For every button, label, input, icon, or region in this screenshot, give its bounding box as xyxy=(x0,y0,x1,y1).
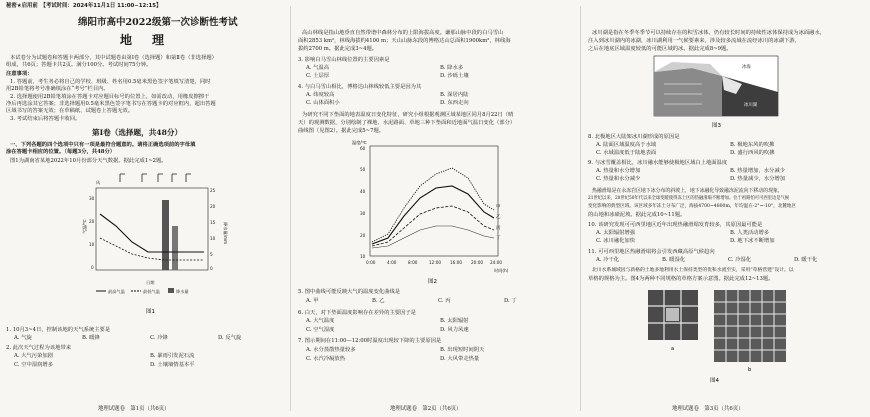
passage-3-line-3: 曲线图（见图2）。据此完成5~7题。 xyxy=(298,128,385,134)
y-right-tick: 10 xyxy=(210,236,216,241)
q3-option-a: A. 气温高 xyxy=(306,65,330,71)
q8-option-d: D. 盛行西风的吹拂 xyxy=(730,150,775,156)
q7-option-a: A. 水分蒸散热量较多 xyxy=(306,347,356,353)
q9-option-a: A. 热量和水分增加 xyxy=(596,168,641,174)
q2-option-b: B. 暴雨引发泥石流 xyxy=(150,353,195,359)
y-left-tick: 20 xyxy=(89,219,95,224)
q8: 8. 北极地区大陆架冰川湖形成的原因是 xyxy=(588,134,680,140)
y-tick: 30 xyxy=(360,211,366,216)
q11-option-c: C. 冷湿化 xyxy=(728,257,752,263)
q7-option-c: C. 水汽冷凝放热 xyxy=(306,356,346,362)
y-right-tick: 15 xyxy=(210,220,216,225)
x-tick: 4:00 xyxy=(387,260,397,265)
q2-option-a: A. 大气污染加剧 xyxy=(14,353,53,359)
q4-option-c: C. 山体面积小 xyxy=(306,100,340,106)
x-axis-label: 日期 xyxy=(146,280,155,285)
q6: 6. 白天，对下垫面温度影响存在差异的主要因子是 xyxy=(298,310,416,316)
q5-option-c: C. 丙 xyxy=(438,298,451,304)
exam-header: 秘密★启用前 【考试时间：2024年11月1日 11:00−12:15】 xyxy=(6,3,162,9)
intro-line-2: 组成，共6页；答题卡共2页。满分100分。考试时间75分钟。 xyxy=(6,62,152,68)
passage-4-line-2: 注入到冰川湖内的冰湖，冰川湖利用一气候要素来，涉及较多流域在流经冰川的冰湖下游， xyxy=(588,38,800,44)
label-a: a xyxy=(671,346,675,352)
passage-2-line-1: 高山林线是指山地垂直自然带谱中森林分布的上限海拔高度。谦那山脉中段的白马雪山 xyxy=(302,30,504,36)
q7: 7. 图示期间在11:00—12:00时温度出现较下降的主要原因是 xyxy=(298,338,442,344)
x-tick: 8:00 xyxy=(408,260,418,265)
passage-5-line-3: 变化影响的典型区域。该区域多年冻土分布广泛，海拔4700~4800m，年均温在-2°~-10°，北麓地区 xyxy=(588,204,797,209)
figure-3-caption: 图3 xyxy=(712,123,721,129)
max-temp-line xyxy=(100,214,204,252)
passage-2-line-3: 拔约2700 m。据此完成3~4题。 xyxy=(298,46,378,52)
passage-3-line-1: 为研究不同下垫面的地表温度日变化特征，研究小组根据观测区域某地区同月8月22日（晴 xyxy=(302,112,514,118)
q9-option-d: D. 热量减少，水分增加 xyxy=(730,176,786,182)
wind-flag-icons xyxy=(120,174,191,182)
passage-6-line-1: 北川水系城域因与新格的土地多地利用水土保持类型的优和水流至实，采用“草格营建”设计。以 xyxy=(592,268,794,273)
passage-4-line-1: 冰川湖是指在冬季冬季节可以持续存在的积雪冰体，仍有较长时间的持续性冰体保持成为冰面融水， xyxy=(592,30,826,36)
q10-option-a: A. 太阳辐射增强 xyxy=(596,230,635,236)
passage-2-line-2: 面积2853 km²，林线海拔约4100 m；天山山脉东段的博格达山总面积1900km²，林线海 xyxy=(298,38,511,44)
y-left-tick: 10 xyxy=(89,242,95,247)
q11-option-a: A. 冷干化 xyxy=(596,257,620,263)
q4: 4. 与白马雪山相比，博格达山林线较低主要是因为其 xyxy=(298,84,422,90)
note-2a: 2. 选择题使用2B铅笔填涂在答题卡对应题目标号的位置上，如需改动，用橡皮擦擦干 xyxy=(10,94,210,100)
q5-option-b: B. 乙 xyxy=(372,298,385,304)
min-temp-line xyxy=(100,238,204,260)
figure-2-caption: 图2 xyxy=(428,279,437,285)
q4-option-a: A. 纬度较高 xyxy=(306,92,335,98)
grid-scheme-a xyxy=(648,290,698,340)
note-1a: 1. 答题前，考生务必将自己的学校、班级、姓名用0.5毫米黑色签字笔填写清楚，同时 xyxy=(10,79,211,85)
label-b: b xyxy=(748,367,752,373)
figure-1-weather-chart xyxy=(76,166,226,316)
y-tick: 40 xyxy=(360,189,366,194)
y-left-tick: 0 xyxy=(91,265,94,270)
ice-block xyxy=(654,68,722,116)
series-ding xyxy=(372,226,494,248)
figure-3-glacier-lake-diagram xyxy=(652,54,782,130)
q7-option-b: B. 出现短时间阴天 xyxy=(440,347,485,353)
passage-5-line-1: 热融滑塌是在永冻岩区地下冰分布的斜坡上，地下冰融化导致融冻泥流向下移动的现象， xyxy=(592,188,783,194)
note-2c: 区域书写的答案无效；在草稿纸、试题卷上答题无效。 xyxy=(6,108,134,114)
q3-option-b: B. 降水多 xyxy=(440,65,464,71)
legend-rain: 降水量 xyxy=(176,289,189,294)
series-label: 丁 xyxy=(496,236,501,241)
figure-1-caption: 图1 xyxy=(146,309,155,315)
q1-option-b: B. 暖锋 xyxy=(82,335,100,341)
q6-option-c: C. 空气湿度 xyxy=(306,327,335,333)
q10-option-b: B. 人类活动增多 xyxy=(730,230,770,236)
y-axis-label: 温度/℃ xyxy=(352,140,367,145)
y-right-tick: 5 xyxy=(210,252,213,257)
x-tick: 12:00 xyxy=(429,260,442,265)
series-label: 乙 xyxy=(496,215,501,220)
passage-6-line-2: 草格的规格为主。图4为两种不同规格的草格方案示意图。据此完成12~13题。 xyxy=(588,276,774,282)
y-tick: 60 xyxy=(360,146,366,151)
page-2-column xyxy=(290,0,580,417)
figure-4-grass-grid-schemes xyxy=(644,286,794,384)
x-tick: 20:00 xyxy=(471,260,484,265)
q1-option-a: A. 气旋 xyxy=(14,335,32,341)
q7-option-d: D. 大风带走热量 xyxy=(440,356,480,362)
part-note-1: 一、下列各题的四个选项中只有一项是最符合题意的。请将正确选项前的字母填 xyxy=(10,142,196,148)
q2: 2. 此次天气过程为该地带来 xyxy=(6,345,72,351)
q4-option-d: D. 东西走向 xyxy=(440,100,469,106)
q8-option-a: A. 陆面区域温度高于水域 xyxy=(596,142,657,148)
series-label: 甲 xyxy=(496,205,501,210)
q10-option-c: C. 冰川融化加快 xyxy=(596,238,636,244)
y-tick: 50 xyxy=(360,167,366,172)
page-1-footer: 地理试题卷 第1页（共6页） xyxy=(98,406,170,412)
q5-option-d: D. 丁 xyxy=(504,298,517,304)
figure-2-temperature-curves xyxy=(348,138,518,286)
intro-line-1: 本试卷分为试题卷和答题卡两部分，其中试题卷由第Ⅰ卷（选择题）和第Ⅱ卷（非选择题） xyxy=(10,55,217,61)
passage-5-line-2: 21世纪以来，20世纪50年代以来全球变暖使得冻土区的热融滑塌不断增加。位于祖路怕可可西里边是气候 xyxy=(588,196,790,201)
x-axis-label: 时间(h) xyxy=(494,268,509,273)
series-jia xyxy=(372,168,494,242)
q1-2-stem: 图1为湖南省某地2022年10月份部分天气数据。据此完成1~2题。 xyxy=(10,158,167,164)
x-tick: 0:00 xyxy=(366,260,376,265)
q11-option-b: B. 暖湿化 xyxy=(662,257,686,263)
legend-max-temp: 最高气温 xyxy=(108,289,125,294)
part-note-2: 涂在答题卡相应的位置。（每题3分，共48分） xyxy=(6,149,116,155)
q6-option-d: D. 风力风速 xyxy=(440,327,469,333)
q3: 3. 影响白马雪山林线位置的主要因素是 xyxy=(298,57,390,63)
y-left-label: 气温/℃ xyxy=(82,219,87,234)
q4-option-b: B. 深居内陆 xyxy=(440,92,469,98)
notes-title: 注意事项： xyxy=(6,71,33,77)
q1-option-d: D. 反气旋 xyxy=(218,335,242,341)
q6-option-b: B. 太阳辐射 xyxy=(440,318,469,324)
label-ice-sea: 冰海 xyxy=(742,65,751,70)
note-2b: 净后再选涂其它答案；非选择题用0.5毫米黑色签字笔书写在答题卡的对应框内，超出答题 xyxy=(6,101,216,107)
series-label: 丙 xyxy=(496,226,501,231)
passage-4-line-3: 之后在地底区域温度较低的可能区域的冰。据此完成8~9题。 xyxy=(588,46,732,52)
q11-option-d: D. 暖干化 xyxy=(794,257,818,263)
subject-title: 地 理 xyxy=(120,33,169,47)
q9: 9. 与冰雪覆盖相比，冰川融水能够使极地区域白上地面温度 xyxy=(588,160,728,166)
legend-wind-label: 风 xyxy=(96,180,100,185)
rain-bar xyxy=(172,226,178,270)
x-tick: 24:00 xyxy=(490,260,503,265)
figure-4-caption: 图4 xyxy=(710,378,719,384)
page-2-footer: 地理试题卷 第2页（共6页） xyxy=(390,406,462,412)
q8-option-c: C. 水域温度低于陆地表面 xyxy=(596,150,657,156)
page-3-column xyxy=(580,0,870,417)
q6-option-a: A. 大气温度 xyxy=(306,318,335,324)
q5-option-a: A. 甲 xyxy=(306,298,319,304)
y-right-tick: 20 xyxy=(210,204,216,209)
note-3: 3. 考试结束后将答题卡收回。 xyxy=(10,116,81,122)
q3-option-c: C. 土层厚 xyxy=(306,73,330,79)
series-bing xyxy=(372,206,494,246)
page-3-footer: 地理试题卷 第3页（共6页） xyxy=(672,406,744,412)
y-tick: 10 xyxy=(360,254,366,259)
passage-5-line-4: 的山地和冰碛泥坡。据此完成10~11题。 xyxy=(588,212,686,218)
x-tick: 16:00 xyxy=(450,260,463,265)
series-yi xyxy=(372,186,494,244)
section-title: 第Ⅰ卷（选择题，共48分） xyxy=(92,128,183,137)
label-glacier-lake: 冰川湖 xyxy=(744,103,758,108)
passage-3-line-2: 天）的观测数据，分别绘制了裸地、水泥路面、草地三种下垫面和近地面气温日变化（部分） xyxy=(298,120,516,126)
q8-option-b: B. 极地东风的吹拂 xyxy=(730,142,775,148)
q9-option-c: C. 热量和水分减少 xyxy=(596,176,641,182)
q3-option-d: D. 沙砾土壤 xyxy=(440,73,469,79)
q11: 11. 可可西里地区热融滑塌将会引发西藏高原气候趋向 xyxy=(588,249,715,255)
q1-option-c: C. 冷锋 xyxy=(150,335,168,341)
grid-scheme-b xyxy=(714,290,786,362)
school-title: 绵阳市高中2022级第一次诊断性考试 xyxy=(78,17,238,28)
q9-option-b: B. 热量增加，水分减少 xyxy=(730,168,785,174)
y-right-label: 降水量/mm xyxy=(223,222,228,245)
y-left-tick: 30 xyxy=(89,196,95,201)
y-right-tick: 25 xyxy=(210,188,216,193)
q2-option-d: D. 土壤墒情基本平 xyxy=(150,362,195,368)
y-right-tick: 0 xyxy=(210,266,213,271)
page-1-column xyxy=(0,0,290,417)
q5: 5. 图中曲线可能反映大气的温度变化曲线是 xyxy=(298,289,401,295)
note-1b: 用2B铅笔将考号准确填涂在“考号”栏目内。 xyxy=(6,86,109,92)
y-tick: 20 xyxy=(360,233,366,238)
q10-option-d: D. 地下冰不断增加 xyxy=(730,238,775,244)
q10: 10. 该研究发现可可西里地区近年出现热融滑塌发育较多，其原因最可能是 xyxy=(588,222,763,228)
q1: 1. 10月3~4日，控制该地的天气系统主要是 xyxy=(6,327,111,333)
legend-min-temp: 最低气温 xyxy=(143,289,160,294)
q2-option-c: C. 空中湿润增多 xyxy=(14,362,54,368)
